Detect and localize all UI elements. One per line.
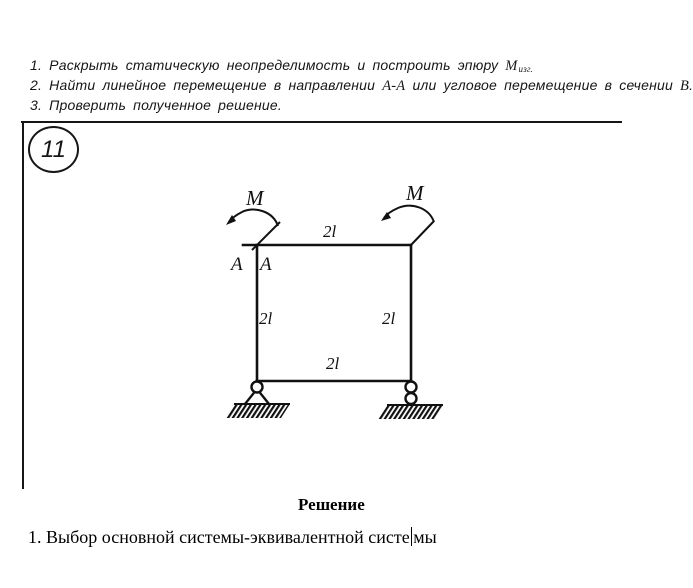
formula-moment-subscript: изг. <box>518 64 534 74</box>
task-item-1 <box>30 55 693 75</box>
step-text-before-caret: 1. Выбор основной системы-эквивалентной систе <box>28 527 410 547</box>
task-2-text-2: или угловое перемещение в сечении <box>412 77 673 93</box>
formula-moment-symbol: M <box>505 58 518 74</box>
moment-arrow-right <box>381 206 434 245</box>
task-2-text-1: Найти линейное перемещение в направлении <box>49 77 376 93</box>
task-list <box>30 55 693 115</box>
moment-label-left: M <box>246 186 264 210</box>
roller-support-right <box>378 382 443 420</box>
hinge-circle-right <box>406 382 417 393</box>
roller-circle-right <box>406 393 417 404</box>
frame-scheme-diagram <box>200 180 480 440</box>
task-3-number: 3. <box>30 97 43 113</box>
horizontal-rule <box>21 121 622 123</box>
task-item-2 <box>30 75 693 95</box>
dim-label-right: 2l <box>382 309 396 328</box>
task-1-number: 1. <box>30 57 43 73</box>
solution-step-1[interactable] <box>28 527 437 548</box>
task-1-text: Раскрыть статическую неопределимость и построить эпюру <box>49 57 499 73</box>
dim-label-bottom: 2l <box>326 354 340 373</box>
dim-label-left: 2l <box>259 309 273 328</box>
formula-section-aa: А-А <box>382 78 406 94</box>
solution-heading[interactable]: Решение <box>298 495 365 514</box>
formula-section-b: В <box>680 78 690 94</box>
task-2-number: 2. <box>30 77 43 93</box>
pin-support-left <box>225 382 290 419</box>
moment-label-right: M <box>406 181 424 205</box>
dim-label-top: 2l <box>323 222 337 241</box>
task-item-3 <box>30 95 693 115</box>
section-label-a-right: A <box>260 254 272 275</box>
problem-number-badge <box>28 126 79 173</box>
section-label-a-left: A <box>231 254 243 275</box>
hinge-circle-left <box>252 382 263 393</box>
task-3-text: Проверить полученное решение. <box>49 97 282 113</box>
task-2-period: . <box>689 77 693 93</box>
left-border-line <box>22 122 24 489</box>
step-text-after-caret: мы <box>413 527 437 547</box>
problem-number: 11 <box>41 135 66 163</box>
